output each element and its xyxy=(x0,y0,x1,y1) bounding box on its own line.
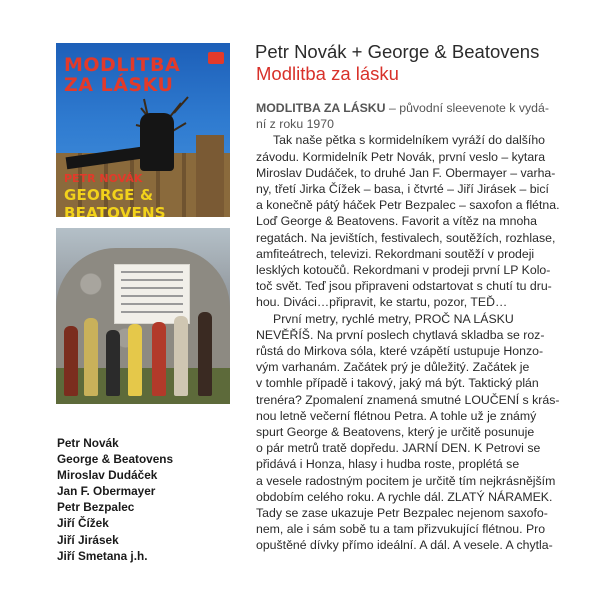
credit-name: Petr Novák xyxy=(57,436,119,450)
credit-name: Jiří Čížek xyxy=(57,516,109,531)
front-cover-title-line2: ZA LÁSKU xyxy=(64,74,174,96)
artist-heading: Petr Novák + George & Beatovens xyxy=(255,41,540,62)
notes-line: spurt George & Beatovens, který je určitě posunuje xyxy=(256,425,535,440)
notes-line: MODLITBA ZA LÁSKU – původní sleevenote k vydá- xyxy=(256,101,549,115)
band-member-graphic xyxy=(84,318,98,396)
band-member-graphic xyxy=(174,316,188,396)
credit-name: Jan F. Obermayer xyxy=(57,484,156,499)
credit-name: Jiří Smetana j.h. xyxy=(57,548,148,563)
front-cover-artist: PETR NOVÁK xyxy=(64,172,143,185)
notes-line: růstá do Mirkova sóla, které vzápětí ustupuje Honzo- xyxy=(256,344,544,359)
notes-line: amfiteátrech, televizi. Rekordmani soutěží v prodeji xyxy=(256,246,535,261)
notes-line: Loď George & Beatovens. Favorit a vítěz na mnoha xyxy=(256,214,537,229)
notes-line: toč svět. Teď jsou připraveni odstartovat s chutí tu dru- xyxy=(256,279,552,294)
band-member-graphic xyxy=(128,324,142,396)
label-logo-icon xyxy=(208,52,224,64)
band-member-graphic xyxy=(198,312,212,396)
back-cover-image xyxy=(56,228,230,404)
notes-line: Miroslav Dudáček, to druhé Jan F. Obermayer – varha- xyxy=(256,165,556,180)
sleeve-note-graphic xyxy=(114,264,190,324)
notes-line: NEVĚŘÍŠ. Na první poslech chytlavá skladba se roz- xyxy=(256,327,545,342)
notes-line: obdobím celého roku. A rychle dál. ZLATÝ NÁRAMEK. xyxy=(256,489,553,504)
notes-line: lesklých kotoučů. Rekordmani v prodeji první LP Kolo- xyxy=(256,263,551,278)
notes-line: nem, ale i sám sobě tu a tam přizvukující flétnou. Pro xyxy=(256,522,546,537)
notes-line: a konečně pátý háček Petr Bezpalec – saxofon a flétna. xyxy=(256,198,560,213)
credit-name: Petr Bezpalec xyxy=(57,500,135,515)
notes-line: a vesele radostným pocitem je určitě tím nejkrásnějším xyxy=(256,473,556,488)
notes-line: v tomhle případě i takový, jaký má být. Taktický plán xyxy=(256,376,539,391)
credits-list xyxy=(57,435,173,564)
notes-line: ní z roku 1970 xyxy=(256,117,334,132)
notes-line: regatách. Na jevištích, festivalech, soutěžích, rozhlase, xyxy=(256,230,556,245)
notes-line: První metry, rychlé metry, PROČ NA LÁSKU xyxy=(273,311,514,326)
band-member-graphic xyxy=(152,322,166,396)
notes-line: ny, třetí Jirka Čížek – basa, i čtvrté – Jiří Jirásek – bicí xyxy=(256,182,549,197)
person-graphic xyxy=(140,113,174,171)
notes-line: přidává i Honza, hlasy i hudba roste, proplétá se xyxy=(256,457,520,472)
credit-name: Jiří Jirásek xyxy=(57,532,119,547)
notes-line: opuštěné dívky přímo ideální. A dál. A vesele. A chytla- xyxy=(256,538,553,553)
notes-line: vým varhanám. Začátek prý je důležitý. Začátek je xyxy=(256,360,530,375)
liner-notes xyxy=(256,100,572,554)
album-title: Modlitba za lásku xyxy=(256,63,399,84)
credit-name: Miroslav Dudáček xyxy=(57,468,158,483)
front-cover-title xyxy=(64,55,184,95)
notes-line: o pár metrů tratě dopředu. JARNÍ DEN. K Petrovi se xyxy=(256,441,541,456)
notes-line: Tady se zase ukazuje Petr Bezpalec nejenom saxofo- xyxy=(256,506,548,521)
front-cover-title-line1: MODLITBA xyxy=(64,54,181,76)
notes-line: nou letně večerní flétnou Petra. A tohle už je známý xyxy=(256,408,537,423)
credit-name: George & Beatovens xyxy=(57,452,174,467)
notes-line: hou. Diváci…připravit, ke startu, pozor, TEĎ… xyxy=(256,295,508,310)
front-cover-band: GEORGE & BEATOVENS xyxy=(64,186,166,217)
notes-line: Tak naše pětka s kormidelníkem vyráží do dalšího xyxy=(273,133,546,148)
band-member-graphic xyxy=(106,330,120,396)
notes-line: trenéra? Zpomalení znamená smutné LOUČENÍ s krás- xyxy=(256,392,560,407)
front-cover-image xyxy=(56,43,230,217)
band-member-graphic xyxy=(64,326,78,396)
notes-line: závodu. Kormidelník Petr Novák, první veslo – kytara xyxy=(256,149,546,164)
